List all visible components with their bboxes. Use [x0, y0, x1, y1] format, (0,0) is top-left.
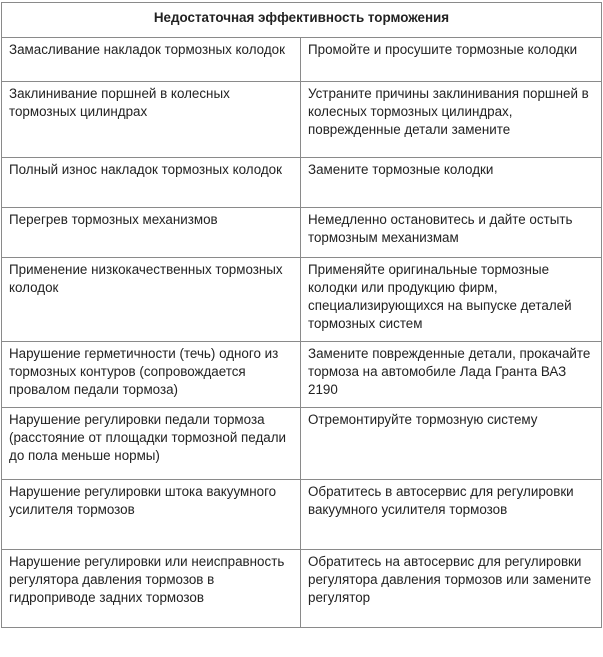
- table-row: [2, 480, 602, 550]
- table-row: [2, 158, 602, 208]
- cause-cell: Перегрев тормозных механизмов: [2, 208, 301, 258]
- cause-cell: Нарушение регулировки штока вакуумного усилителя тормозов: [2, 480, 301, 550]
- remedy-cell: Устраните причины заклинивания поршней в колесных тормозных цилиндрах, поврежденные детали замените: [301, 82, 602, 158]
- remedy-cell: Немедленно остановитесь и дайте остыть тормозным механизмам: [301, 208, 602, 258]
- table-row: [2, 342, 602, 408]
- cause-cell: Нарушение герметичности (течь) одного из тормозных контуров (сопровождается провалом педали тормоза): [2, 342, 301, 408]
- table-row: [2, 550, 602, 628]
- troubleshooting-table: [1, 2, 602, 628]
- remedy-cell: Замените поврежденные детали, прокачайте тормоза на автомобиле Лада Гранта ВАЗ 2190: [301, 342, 602, 408]
- remedy-cell: Замените тормозные колодки: [301, 158, 602, 208]
- remedy-cell: Промойте и просушите тормозные колодки: [301, 38, 602, 82]
- cause-cell: Замасливание накладок тормозных колодок: [2, 38, 301, 82]
- table-row: [2, 38, 602, 82]
- cause-cell: Заклинивание поршней в колесных тормозных цилиндрах: [2, 82, 301, 158]
- table-row: [2, 408, 602, 480]
- table-title: Недостаточная эффективность торможения: [2, 3, 602, 38]
- cause-cell: Нарушение регулировки или неисправность регулятора давления тормозов в гидроприводе задних тормозов: [2, 550, 301, 628]
- table-row: [2, 82, 602, 158]
- remedy-cell: Обратитесь в автосервис для регулировки вакуумного усилителя тормозов: [301, 480, 602, 550]
- remedy-cell: Применяйте оригинальные тормозные колодки или продукцию фирм, специализирующихся на выпуске деталей тормозных систем: [301, 258, 602, 342]
- table-row: [2, 208, 602, 258]
- cause-cell: Полный износ накладок тормозных колодок: [2, 158, 301, 208]
- remedy-cell: Обратитесь на автосервис для регулировки регулятора давления тормозов или замените регулятор: [301, 550, 602, 628]
- cause-cell: Нарушение регулировки педали тормоза (расстояние от площадки тормозной педали до пола меньше нормы): [2, 408, 301, 480]
- cause-cell: Применение низкокачественных тормозных колодок: [2, 258, 301, 342]
- table-row: [2, 258, 602, 342]
- table-header-row: [2, 3, 602, 38]
- remedy-cell: Отремонтируйте тормозную систему: [301, 408, 602, 480]
